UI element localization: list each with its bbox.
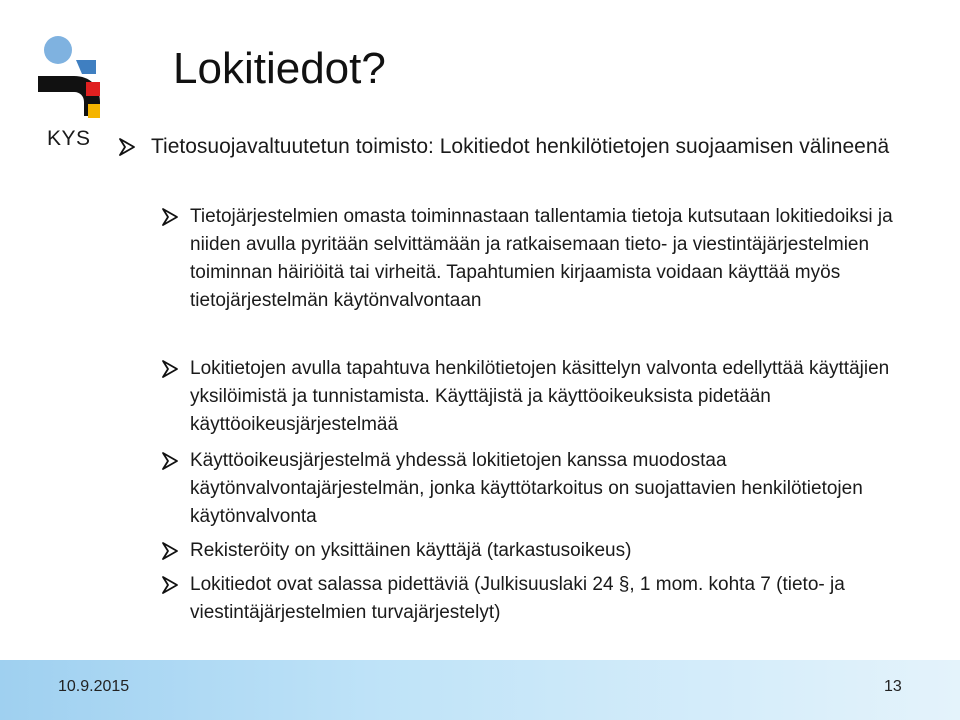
arrow-bullet-icon <box>160 358 182 380</box>
bullet-text: Rekisteröity on yksittäinen käyttäjä (tarkastusoikeus) <box>190 540 632 561</box>
arrow-bullet-icon <box>117 136 139 158</box>
bullet-text: Tietosuojavaltuutetun toimisto: Lokitiedot henkilötietojen suojaamisen välineenä <box>151 135 890 158</box>
footer-bar <box>0 660 960 720</box>
arrow-bullet-icon <box>160 574 182 596</box>
bullet-text: Lokitietojen avulla tapahtuva henkilötietojen käsittelyn valvonta edellyttää käyttäjien yksilöimistä ja tunnistamista. Käyttäjistä ja käyttöoikeuksista pidetään käyttöoikeusjärjestelmää <box>190 358 890 435</box>
bullet-level2 <box>160 355 940 439</box>
kys-logo-text: KYS <box>47 127 91 150</box>
bullet-level2 <box>160 571 940 627</box>
footer-date: 10.9.2015 <box>58 678 130 695</box>
bullet-text: Käyttöoikeusjärjestelmä yhdessä lokitietojen kanssa muodostaa käytönvalvontajärjestelmän, jonka käyttötarkoitus on suojattavien henkilötietojen käytönvalvonta <box>190 450 863 527</box>
slide-title: Lokitiedot? <box>173 44 386 93</box>
arrow-bullet-icon <box>160 206 182 228</box>
bullet-level2 <box>160 537 940 565</box>
page-number: 13 <box>884 678 902 695</box>
bullet-text: Tietojärjestelmien omasta toiminnastaan tallentamia tietoja kutsutaan lokitiedoiksi ja niiden avulla pyritään selvittämään ja ratkaisemaan tieto- ja viestintäjärjestelmien toiminnan häiriöitä tai virheitä. Tapahtumien kirjaamista voidaan käyttää myös tietojärjestelmän käytönvalvontaan <box>190 206 893 311</box>
arrow-bullet-icon <box>160 450 182 472</box>
arrow-bullet-icon <box>160 540 182 562</box>
bullet-text: Lokitiedot ovat salassa pidettäviä (Julkisuuslaki 24 §, 1 mom. kohta 7 (tieto- ja viestintäjärjestelmien turvajärjestelyt) <box>190 574 845 623</box>
bullet-level2 <box>160 447 940 531</box>
bullet-level1 <box>117 133 917 161</box>
bullet-level2 <box>160 203 940 315</box>
